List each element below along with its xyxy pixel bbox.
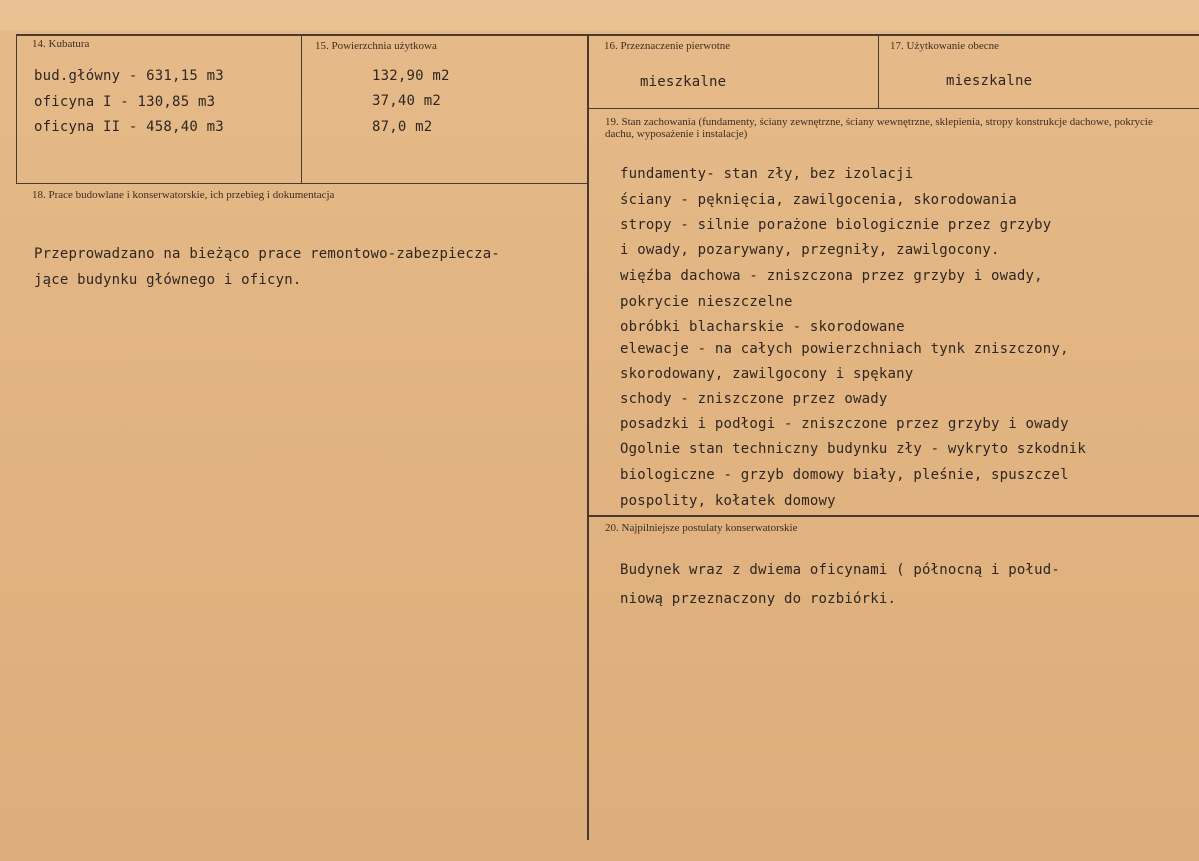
field-19-line: biologiczne - grzyb domowy biały, pleśnie, spuszczel bbox=[620, 467, 1069, 483]
field-14-label: 14. Kubatura bbox=[32, 38, 90, 50]
field-19-line: stropy - silnie porażone biologicznie przez grzyby bbox=[620, 217, 1052, 233]
field-19-label: 19. Stan zachowania (fundamenty, ściany zewnętrzne, ściany wewnętrzne, sklepienia, stropy konstrukcje dachowe, pokrycie dachu, wyposażenie i instalacje) bbox=[605, 116, 1153, 140]
field-15-line: 37,40 m2 bbox=[372, 93, 442, 109]
field-16-label: 16. Przeznaczenie pierwotne bbox=[604, 40, 731, 52]
field-19-line: posadzki i podłogi - zniszczone przez grzyby i owady bbox=[620, 416, 1069, 432]
field-19-line: Ogolnie stan techniczny budynku zły - wykryto szkodnik bbox=[620, 441, 1086, 457]
field-17-label: 17. Użytkowanie obecne bbox=[890, 40, 1000, 52]
top-rule bbox=[16, 34, 1199, 36]
center-divider bbox=[587, 34, 589, 840]
field-19-line: fundamenty- stan zły, bez izolacji bbox=[620, 166, 914, 182]
rule-under-16-17 bbox=[588, 108, 1199, 109]
field-15-line: 132,90 m2 bbox=[372, 68, 450, 84]
field-19-line: skorodowany, zawilgocony i spękany bbox=[620, 366, 914, 382]
field-19-line: schody - zniszczone przez owady bbox=[620, 391, 888, 407]
field-18-line: Przeprowadzano na bieżąco prace remontowo-zabezpiecza- bbox=[34, 246, 500, 262]
field-17-value: mieszkalne bbox=[946, 73, 1033, 89]
field-15-label: 15. Powierzchnia użytkowa bbox=[315, 40, 437, 52]
field-20-line: Budynek wraz z dwiema oficynami ( północną i połud- bbox=[620, 562, 1061, 578]
field-14-line: oficyna II - 458,40 m3 bbox=[34, 119, 224, 135]
field-19-line: pokrycie nieszczelne bbox=[620, 294, 793, 310]
field-15-line: 87,0 m2 bbox=[372, 119, 433, 135]
field-19-line: ściany - pęknięcia, zawilgocenia, skorodowania bbox=[620, 192, 1017, 208]
field-20-line: niową przeznaczony do rozbiórki. bbox=[620, 591, 897, 607]
field-18-line: jące budynku głównego i oficyn. bbox=[34, 272, 302, 288]
divider-16-17 bbox=[878, 34, 879, 108]
field-19-line: więźba dachowa - zniszczona przez grzyby i owady, bbox=[620, 268, 1043, 284]
field-14-line: oficyna I - 130,85 m3 bbox=[34, 94, 216, 110]
rule-under-14-15 bbox=[16, 183, 588, 184]
field-14-line: bud.główny - 631,15 m3 bbox=[34, 68, 224, 84]
rule-above-20 bbox=[588, 515, 1199, 517]
field-16-value: mieszkalne bbox=[640, 74, 727, 90]
field-19-line: pospolity, kołatek domowy bbox=[620, 493, 836, 509]
field-20-label: 20. Najpilniejsze postulaty konserwatorskie bbox=[605, 522, 798, 534]
field-19-line: i owady, pozarywany, przegniły, zawilgocony. bbox=[620, 242, 1000, 258]
field-19-line: elewacje - na całych powierzchniach tynk zniszczony, bbox=[620, 341, 1069, 357]
left-rule bbox=[16, 34, 17, 184]
divider-14-15 bbox=[301, 34, 302, 184]
card-top-edge bbox=[0, 0, 1199, 30]
field-18-label: 18. Prace budowlane i konserwatorskie, ich przebieg i dokumentacja bbox=[32, 189, 335, 201]
field-19-line: obróbki blacharskie - skorodowane bbox=[620, 319, 905, 335]
